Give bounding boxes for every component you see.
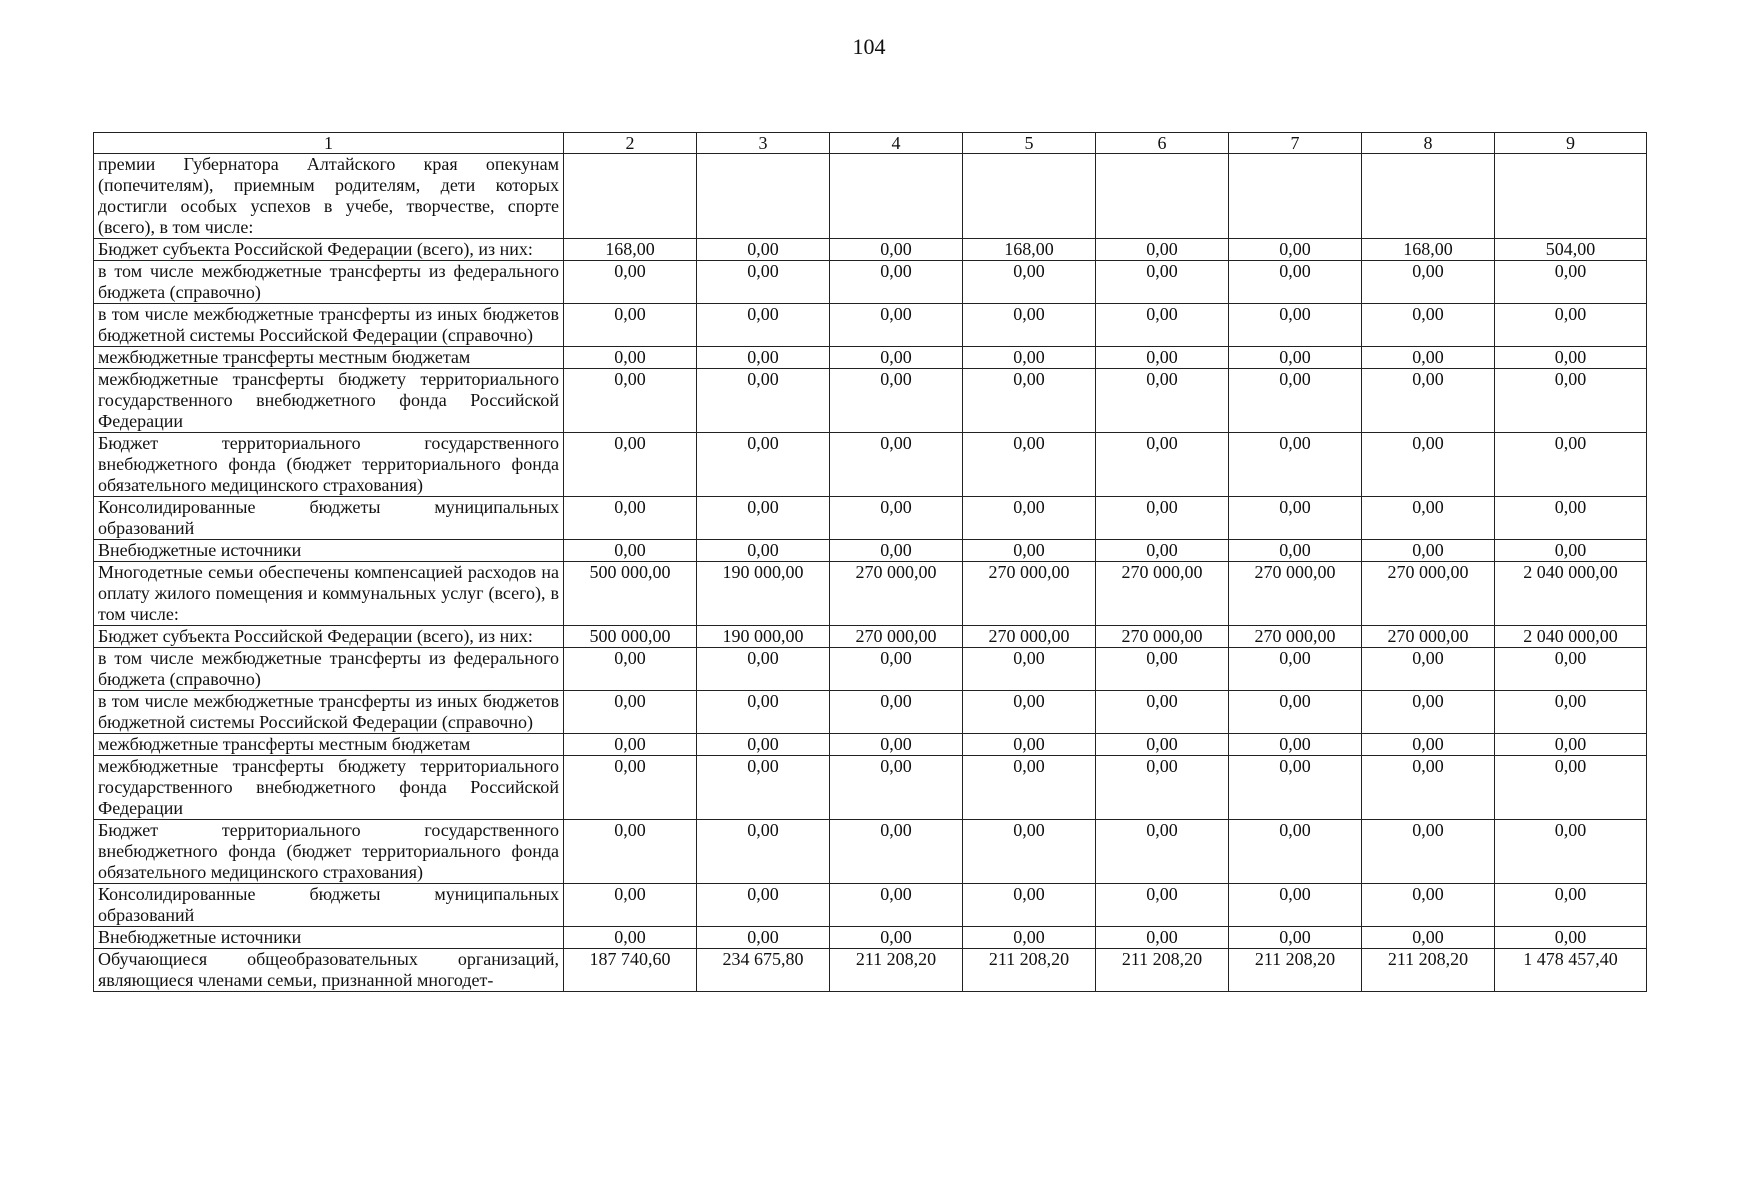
table-row (94, 497, 1647, 540)
value-cell: 187 740,60 (564, 949, 697, 992)
row-label: Многодетные семьи обеспечены компенсацией расходов на оплату жилого помещения и коммунальных услуг (всего), в том числе: (94, 562, 564, 626)
value-cell: 211 208,20 (1096, 949, 1229, 992)
table-row (94, 691, 1647, 734)
row-label: Консолидированные бюджеты муниципальных образований (94, 497, 564, 540)
column-number-header: 1 (94, 133, 564, 154)
column-number-header: 9 (1495, 133, 1647, 154)
value-cell: 270 000,00 (963, 562, 1096, 626)
value-cell: 0,00 (1495, 497, 1647, 540)
value-cell: 0,00 (564, 884, 697, 927)
value-cell: 270 000,00 (1096, 562, 1229, 626)
value-cell: 0,00 (564, 756, 697, 820)
value-cell: 168,00 (564, 239, 697, 261)
value-cell: 0,00 (1495, 304, 1647, 347)
column-number-header: 3 (697, 133, 830, 154)
value-cell: 0,00 (963, 756, 1096, 820)
value-cell: 0,00 (830, 347, 963, 369)
value-cell: 0,00 (963, 540, 1096, 562)
value-cell: 0,00 (1229, 691, 1362, 734)
value-cell: 270 000,00 (830, 626, 963, 648)
column-number-header: 6 (1096, 133, 1229, 154)
value-cell: 2 040 000,00 (1495, 562, 1647, 626)
value-cell: 0,00 (697, 239, 830, 261)
value-cell: 0,00 (1495, 691, 1647, 734)
value-cell: 0,00 (1229, 756, 1362, 820)
value-cell: 0,00 (1495, 648, 1647, 691)
table-row (94, 927, 1647, 949)
value-cell: 0,00 (963, 433, 1096, 497)
value-cell: 270 000,00 (1096, 626, 1229, 648)
value-cell (1362, 154, 1495, 239)
value-cell: 0,00 (1096, 691, 1229, 734)
value-cell: 0,00 (697, 347, 830, 369)
table-row (94, 347, 1647, 369)
value-cell: 190 000,00 (697, 626, 830, 648)
table-row (94, 734, 1647, 756)
value-cell: 0,00 (1229, 734, 1362, 756)
value-cell: 0,00 (963, 820, 1096, 884)
value-cell: 0,00 (963, 497, 1096, 540)
value-cell: 0,00 (564, 691, 697, 734)
value-cell: 0,00 (830, 648, 963, 691)
value-cell: 0,00 (1362, 927, 1495, 949)
row-label: межбюджетные трансферты местным бюджетам (94, 734, 564, 756)
value-cell: 0,00 (1229, 304, 1362, 347)
value-cell: 0,00 (1229, 497, 1362, 540)
value-cell: 0,00 (1096, 756, 1229, 820)
value-cell: 0,00 (830, 261, 963, 304)
value-cell: 0,00 (1362, 691, 1495, 734)
value-cell: 0,00 (564, 820, 697, 884)
value-cell: 0,00 (1096, 239, 1229, 261)
value-cell: 1 478 457,40 (1495, 949, 1647, 992)
budget-table (93, 132, 1647, 992)
value-cell: 0,00 (1362, 347, 1495, 369)
value-cell: 0,00 (1495, 347, 1647, 369)
value-cell: 270 000,00 (1362, 562, 1495, 626)
value-cell: 0,00 (1362, 540, 1495, 562)
value-cell: 0,00 (564, 497, 697, 540)
value-cell: 0,00 (697, 497, 830, 540)
value-cell: 0,00 (963, 347, 1096, 369)
value-cell: 0,00 (1229, 884, 1362, 927)
value-cell: 504,00 (1495, 239, 1647, 261)
table-row (94, 949, 1647, 992)
value-cell: 0,00 (1096, 820, 1229, 884)
value-cell: 0,00 (697, 540, 830, 562)
table-row (94, 540, 1647, 562)
value-cell: 0,00 (830, 497, 963, 540)
value-cell (830, 154, 963, 239)
value-cell (564, 154, 697, 239)
value-cell: 0,00 (1362, 497, 1495, 540)
table-row (94, 304, 1647, 347)
row-label: в том числе межбюджетные трансферты из федерального бюджета (справочно) (94, 261, 564, 304)
value-cell (1096, 154, 1229, 239)
value-cell: 0,00 (1362, 756, 1495, 820)
table-body (94, 154, 1647, 992)
value-cell: 0,00 (1096, 884, 1229, 927)
value-cell: 0,00 (1495, 369, 1647, 433)
value-cell: 0,00 (1229, 433, 1362, 497)
value-cell (1229, 154, 1362, 239)
value-cell: 0,00 (830, 304, 963, 347)
value-cell (963, 154, 1096, 239)
table-row (94, 154, 1647, 239)
value-cell: 0,00 (1495, 884, 1647, 927)
value-cell: 0,00 (963, 648, 1096, 691)
row-label: в том числе межбюджетные трансферты из федерального бюджета (справочно) (94, 648, 564, 691)
value-cell: 500 000,00 (564, 626, 697, 648)
value-cell: 0,00 (830, 433, 963, 497)
value-cell: 0,00 (963, 261, 1096, 304)
value-cell: 0,00 (1362, 820, 1495, 884)
value-cell: 270 000,00 (1362, 626, 1495, 648)
value-cell: 0,00 (697, 927, 830, 949)
row-label: в том числе межбюджетные трансферты из иных бюджетов бюджетной системы Российской Федерации (справочно) (94, 304, 564, 347)
value-cell: 0,00 (697, 304, 830, 347)
value-cell: 0,00 (1229, 648, 1362, 691)
value-cell: 0,00 (1096, 304, 1229, 347)
value-cell: 168,00 (963, 239, 1096, 261)
value-cell: 0,00 (564, 347, 697, 369)
table-row (94, 261, 1647, 304)
value-cell: 0,00 (1495, 820, 1647, 884)
value-cell: 0,00 (1096, 734, 1229, 756)
value-cell: 500 000,00 (564, 562, 697, 626)
table-row (94, 562, 1647, 626)
value-cell: 0,00 (830, 820, 963, 884)
table-row (94, 756, 1647, 820)
value-cell: 0,00 (697, 884, 830, 927)
value-cell: 0,00 (1362, 734, 1495, 756)
value-cell: 190 000,00 (697, 562, 830, 626)
value-cell: 0,00 (697, 433, 830, 497)
value-cell: 0,00 (963, 884, 1096, 927)
value-cell: 0,00 (1362, 304, 1495, 347)
row-label: межбюджетные трансферты бюджету территориального государственного внебюджетного фонда Российской Федерации (94, 369, 564, 433)
table-row (94, 820, 1647, 884)
value-cell (697, 154, 830, 239)
table-row (94, 369, 1647, 433)
row-label: премии Губернатора Алтайского края опекунам (попечителям), приемным родителям, дети которых достигли особых успехов в учебе, творчестве, спорте (всего), в том числе: (94, 154, 564, 239)
table-row (94, 239, 1647, 261)
value-cell: 0,00 (1495, 261, 1647, 304)
value-cell (1495, 154, 1647, 239)
value-cell: 0,00 (697, 369, 830, 433)
value-cell: 0,00 (564, 369, 697, 433)
value-cell: 211 208,20 (963, 949, 1096, 992)
value-cell: 270 000,00 (963, 626, 1096, 648)
value-cell: 0,00 (830, 756, 963, 820)
value-cell: 0,00 (1096, 927, 1229, 949)
value-cell: 168,00 (1362, 239, 1495, 261)
value-cell: 0,00 (1362, 261, 1495, 304)
value-cell: 0,00 (1096, 648, 1229, 691)
value-cell: 0,00 (1362, 369, 1495, 433)
value-cell: 0,00 (830, 540, 963, 562)
column-number-header: 8 (1362, 133, 1495, 154)
table-row (94, 433, 1647, 497)
value-cell: 0,00 (1096, 347, 1229, 369)
value-cell: 0,00 (564, 433, 697, 497)
value-cell: 0,00 (830, 369, 963, 433)
column-number-header: 7 (1229, 133, 1362, 154)
value-cell: 0,00 (564, 734, 697, 756)
row-label: межбюджетные трансферты местным бюджетам (94, 347, 564, 369)
value-cell: 0,00 (1495, 433, 1647, 497)
value-cell: 0,00 (1229, 820, 1362, 884)
value-cell: 0,00 (1096, 433, 1229, 497)
value-cell: 0,00 (830, 691, 963, 734)
value-cell: 0,00 (697, 261, 830, 304)
value-cell: 0,00 (830, 927, 963, 949)
row-label: Бюджет субъекта Российской Федерации (всего), из них: (94, 239, 564, 261)
value-cell: 0,00 (1229, 261, 1362, 304)
row-label: межбюджетные трансферты бюджету территориального государственного внебюджетного фонда Российской Федерации (94, 756, 564, 820)
row-label: Бюджет территориального государственного внебюджетного фонда (бюджет территориального фонда обязательного медицинского страхования) (94, 433, 564, 497)
value-cell: 211 208,20 (1229, 949, 1362, 992)
column-number-header: 2 (564, 133, 697, 154)
value-cell: 0,00 (1096, 369, 1229, 433)
value-cell: 0,00 (1096, 261, 1229, 304)
row-label: Консолидированные бюджеты муниципальных образований (94, 884, 564, 927)
value-cell: 0,00 (1096, 497, 1229, 540)
value-cell: 0,00 (1229, 369, 1362, 433)
value-cell: 0,00 (1362, 648, 1495, 691)
value-cell: 0,00 (1229, 239, 1362, 261)
value-cell: 0,00 (1229, 927, 1362, 949)
row-label: Обучающиеся общеобразовательных организаций, являющиеся членами семьи, признанной многодет- (94, 949, 564, 992)
value-cell: 0,00 (963, 927, 1096, 949)
value-cell: 0,00 (1362, 433, 1495, 497)
column-number-header: 4 (830, 133, 963, 154)
value-cell: 0,00 (564, 540, 697, 562)
column-number-header: 5 (963, 133, 1096, 154)
table-row (94, 626, 1647, 648)
value-cell: 0,00 (1362, 884, 1495, 927)
value-cell: 0,00 (697, 691, 830, 734)
value-cell: 270 000,00 (1229, 626, 1362, 648)
value-cell: 0,00 (1495, 927, 1647, 949)
row-label: Внебюджетные источники (94, 927, 564, 949)
value-cell: 0,00 (1229, 540, 1362, 562)
row-label: Бюджет территориального государственного внебюджетного фонда (бюджет территориального фонда обязательного медицинского страхования) (94, 820, 564, 884)
value-cell: 0,00 (830, 734, 963, 756)
value-cell: 0,00 (830, 884, 963, 927)
value-cell: 0,00 (1495, 540, 1647, 562)
value-cell: 270 000,00 (830, 562, 963, 626)
value-cell: 0,00 (1229, 347, 1362, 369)
value-cell: 0,00 (564, 927, 697, 949)
column-number-row (94, 133, 1647, 154)
value-cell: 0,00 (1495, 756, 1647, 820)
row-label: в том числе межбюджетные трансферты из иных бюджетов бюджетной системы Российской Федерации (справочно) (94, 691, 564, 734)
value-cell: 0,00 (697, 756, 830, 820)
row-label: Внебюджетные источники (94, 540, 564, 562)
value-cell: 2 040 000,00 (1495, 626, 1647, 648)
row-label: Бюджет субъекта Российской Федерации (всего), из них: (94, 626, 564, 648)
value-cell: 0,00 (697, 734, 830, 756)
value-cell: 0,00 (1495, 734, 1647, 756)
value-cell: 270 000,00 (1229, 562, 1362, 626)
value-cell: 0,00 (963, 734, 1096, 756)
value-cell: 0,00 (963, 304, 1096, 347)
value-cell: 0,00 (963, 691, 1096, 734)
table-row (94, 884, 1647, 927)
value-cell: 0,00 (963, 369, 1096, 433)
value-cell: 0,00 (564, 304, 697, 347)
value-cell: 0,00 (1096, 540, 1229, 562)
value-cell: 234 675,80 (697, 949, 830, 992)
value-cell: 211 208,20 (830, 949, 963, 992)
value-cell: 0,00 (697, 648, 830, 691)
value-cell: 0,00 (564, 648, 697, 691)
table-row (94, 648, 1647, 691)
value-cell: 0,00 (697, 820, 830, 884)
value-cell: 0,00 (564, 261, 697, 304)
value-cell: 0,00 (830, 239, 963, 261)
page-number: 104 (852, 34, 886, 59)
value-cell: 211 208,20 (1362, 949, 1495, 992)
